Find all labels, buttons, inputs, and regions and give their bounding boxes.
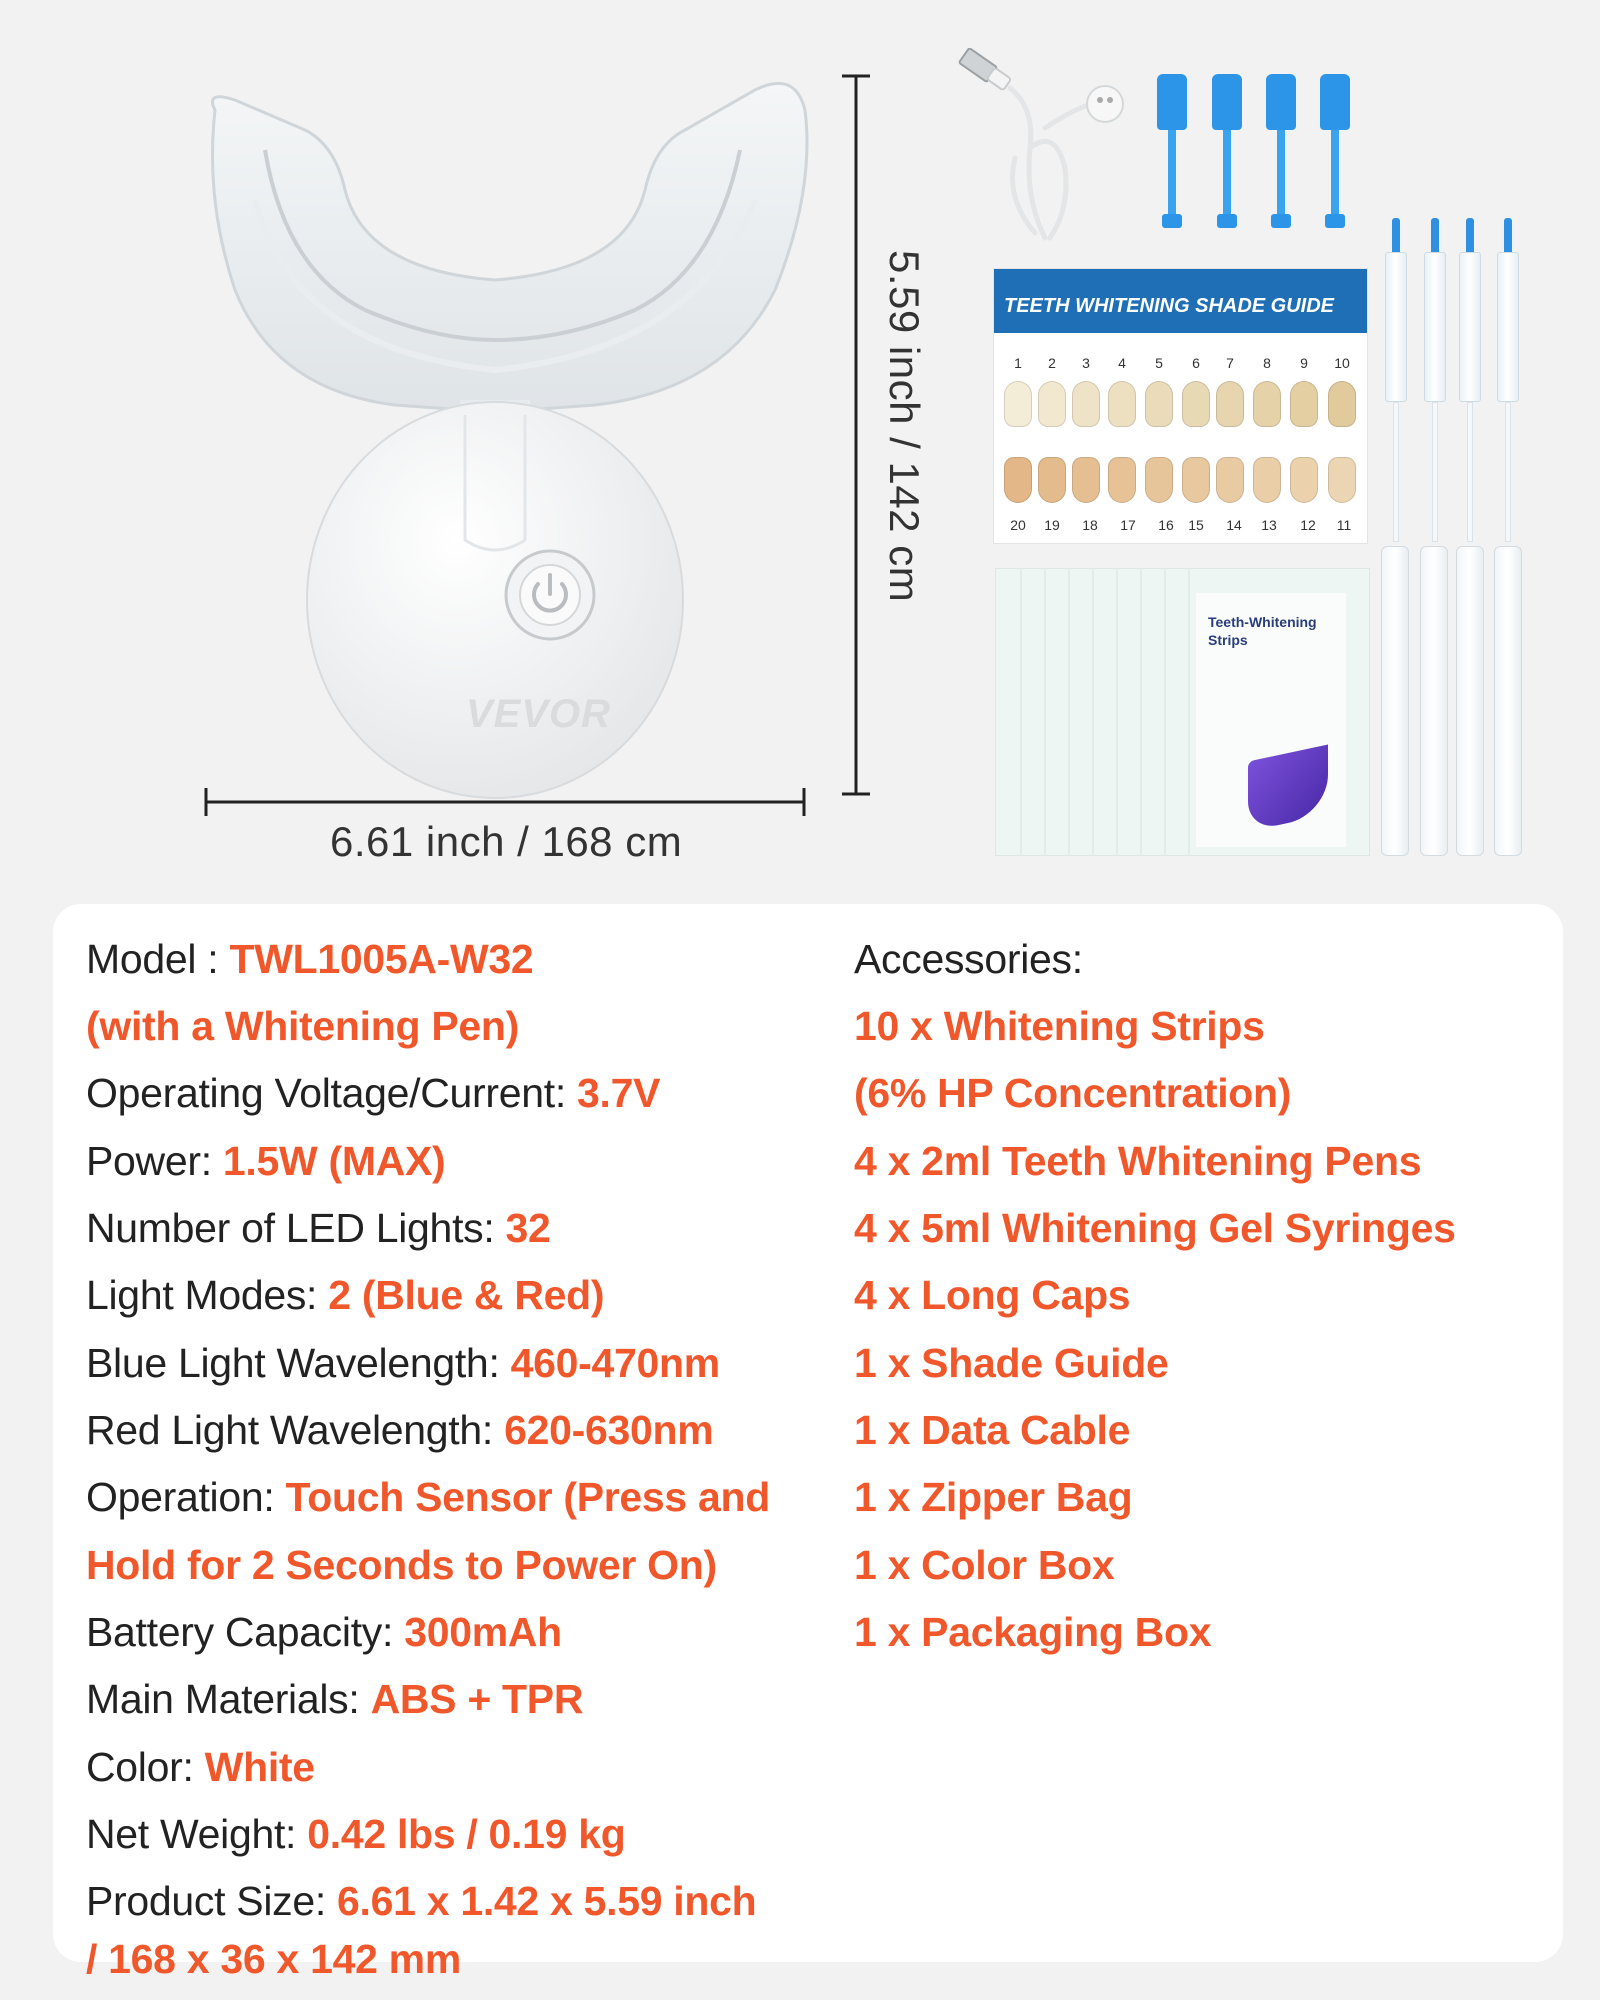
shade-tooth xyxy=(1290,381,1318,427)
accessory-item: 4 x 2ml Teeth Whitening Pens xyxy=(854,1138,1422,1184)
shade-number: 19 xyxy=(1044,517,1060,533)
accessory-item: 1 x Data Cable xyxy=(854,1407,1131,1453)
accessory-item: 10 x Whitening Strips xyxy=(854,1003,1265,1049)
shade-number: 6 xyxy=(1192,355,1200,371)
long-cap-2 xyxy=(1212,74,1242,234)
shade-tooth xyxy=(1004,381,1032,427)
shade-guide-title: TEETH WHITENING SHADE GUIDE xyxy=(994,269,1367,333)
shade-tooth xyxy=(1216,381,1244,427)
shade-tooth xyxy=(1072,381,1100,427)
accessory-item: (6% HP Concentration) xyxy=(854,1070,1292,1116)
shade-number: 7 xyxy=(1226,355,1234,371)
shade-tooth xyxy=(1290,457,1318,503)
strip-sachet xyxy=(1196,593,1346,847)
spec-operation-cont: Hold for 2 Seconds to Power On) xyxy=(86,1542,717,1588)
spec-operation: Operation: Touch Sensor (Press and xyxy=(86,1474,771,1520)
shade-number: 14 xyxy=(1226,517,1242,533)
height-label: 5.59 inch / 142 cm xyxy=(881,250,928,603)
shade-guide-card xyxy=(993,268,1368,544)
spec-size: Product Size: 6.61 x 1.42 x 5.59 inch xyxy=(86,1878,757,1924)
accessories-heading: Accessories: xyxy=(854,936,1083,982)
specification-panel xyxy=(53,904,1563,1982)
shade-number: 2 xyxy=(1048,355,1056,371)
whitening-pen-3 xyxy=(1456,546,1484,856)
shade-number: 3 xyxy=(1082,355,1090,371)
spec-light-modes: Light Modes: 2 (Blue & Red) xyxy=(86,1272,605,1318)
spec-red-wavelength: Red Light Wavelength: 620-630nm xyxy=(86,1407,714,1453)
shade-number: 13 xyxy=(1261,517,1277,533)
shade-tooth xyxy=(1038,457,1066,503)
width-dimension-line xyxy=(200,782,810,822)
spec-color: Color: White xyxy=(86,1744,315,1790)
spec-materials: Main Materials: ABS + TPR xyxy=(86,1676,584,1722)
accessory-item: 4 x Long Caps xyxy=(854,1272,1131,1318)
product-image-area xyxy=(0,0,1600,880)
shade-number: 18 xyxy=(1082,517,1098,533)
shade-tooth xyxy=(1145,381,1173,427)
whitening-pen-2 xyxy=(1420,546,1448,856)
long-cap-1 xyxy=(1157,74,1187,234)
spec-model: Model : TWL1005A-W32 xyxy=(86,936,534,982)
shade-tooth xyxy=(1145,457,1173,503)
width-label: 6.61 inch / 168 cm xyxy=(330,818,683,865)
shade-number: 16 xyxy=(1158,517,1174,533)
shade-tooth xyxy=(1182,381,1210,427)
shade-tooth xyxy=(1216,457,1244,503)
shade-number: 8 xyxy=(1263,355,1271,371)
spec-model-note: (with a Whitening Pen) xyxy=(86,1003,519,1049)
accessory-item: 1 x Color Box xyxy=(854,1542,1115,1588)
height-dimension-line xyxy=(836,70,876,800)
shade-tooth xyxy=(1253,457,1281,503)
spec-weight: Net Weight: 0.42 lbs / 0.19 kg xyxy=(86,1811,626,1857)
spec-size-metric: / 168 x 36 x 142 mm xyxy=(86,1936,461,1982)
shade-number: 20 xyxy=(1010,517,1026,533)
shade-number: 10 xyxy=(1334,355,1350,371)
shade-number: 9 xyxy=(1300,355,1308,371)
spec-led-count: Number of LED Lights: 32 xyxy=(86,1205,551,1251)
shade-number: 17 xyxy=(1120,517,1136,533)
shade-number: 15 xyxy=(1188,517,1204,533)
accessory-item: 1 x Shade Guide xyxy=(854,1340,1169,1386)
accessory-item: 4 x 5ml Whitening Gel Syringes xyxy=(854,1205,1456,1251)
whitening-strips-pack xyxy=(995,568,1370,856)
spec-battery: Battery Capacity: 300mAh xyxy=(86,1609,562,1655)
shade-tooth xyxy=(1004,457,1032,503)
shade-tooth xyxy=(1108,381,1136,427)
shade-tooth xyxy=(1182,457,1210,503)
accessory-item: 1 x Packaging Box xyxy=(854,1609,1212,1655)
strips-title: Teeth-Whitening Strips xyxy=(1208,614,1317,648)
shade-tooth xyxy=(1072,457,1100,503)
shade-tooth xyxy=(1328,381,1356,427)
shade-number: 1 xyxy=(1014,355,1022,371)
shade-number: 4 xyxy=(1118,355,1126,371)
accessory-item: 1 x Zipper Bag xyxy=(854,1474,1133,1520)
shade-tooth xyxy=(1328,457,1356,503)
shade-tooth xyxy=(1253,381,1281,427)
shade-tooth xyxy=(1038,381,1066,427)
whitening-pen-4 xyxy=(1494,546,1522,856)
shade-number: 12 xyxy=(1300,517,1316,533)
spec-voltage: Operating Voltage/Current: 3.7V xyxy=(86,1070,661,1116)
whitening-pen-1 xyxy=(1381,546,1409,856)
usb-cable-icon xyxy=(955,48,1125,248)
strip-graphic xyxy=(1248,744,1328,831)
shade-tooth xyxy=(1108,457,1136,503)
shade-number: 5 xyxy=(1155,355,1163,371)
long-cap-4 xyxy=(1320,74,1350,234)
spec-power: Power: 1.5W (MAX) xyxy=(86,1138,446,1184)
shade-number: 11 xyxy=(1336,517,1352,533)
long-cap-3 xyxy=(1266,74,1296,234)
brand-logo: VEVOR xyxy=(466,692,612,736)
spec-blue-wavelength: Blue Light Wavelength: 460-470nm xyxy=(86,1340,720,1386)
